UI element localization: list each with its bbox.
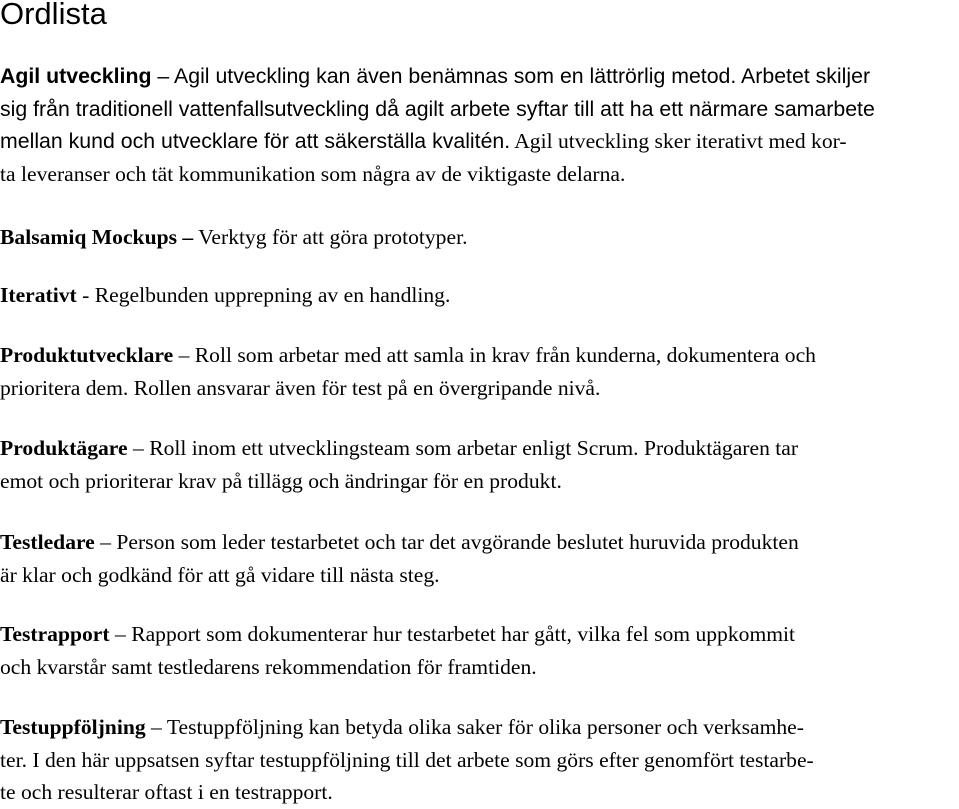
definition-text: prioritera dem. Rollen ansvarar även för test på en övergripande nivå. (0, 375, 601, 400)
glossary-term: Iterativt (0, 283, 77, 307)
definition-text: Roll inom ett utvecklingsteam som arbetar enligt Scrum. Produktägaren tar (149, 436, 799, 460)
glossary-entry-agil-utveckling (0, 60, 959, 190)
definition-text: mellan kund och utvecklare för att säkerställa kvalitén. (0, 129, 511, 153)
glossary-term: Balsamiq Mockups (0, 225, 177, 249)
definition-text: Regelbunden upprepning av en handling. (94, 283, 451, 307)
term-dash: – (178, 343, 190, 367)
glossary-term: Testledare (0, 530, 95, 554)
definition-text: Testuppföljning kan betyda olika saker för olika personer och verksamhe- (166, 715, 804, 739)
glossary-entry-iterativt (0, 279, 959, 312)
definition-text: Rapport som dokumenterar hur testarbetet har gått, vilka fel som uppkommit (131, 622, 796, 646)
definition-text: sig från traditionell vattenfallsutveckling då agilt arbete syftar till att ha ett närmare samarbete (0, 96, 875, 121)
entry-line (0, 711, 959, 744)
definition-text: Agil utveckling kan även benämnas som en lättrörlig metod. Arbetet skiljer (174, 64, 871, 88)
term-dash: – (157, 64, 170, 88)
glossary-entry-produktagare (0, 432, 959, 497)
definition-text: och kvarstår samt testledarens rekommendation för framtiden. (0, 654, 537, 679)
glossary-term: Produktägare (0, 436, 128, 460)
definition-text: Agil utveckling sker iterativt med kor- (514, 129, 847, 153)
term-dash: - (82, 283, 90, 307)
definition-text: emot och prioriterar krav på tillägg och ändringar för en produkt. (0, 468, 562, 493)
glossary-entry-produktutvecklare (0, 339, 959, 404)
definition-text: ta leveranser och tät kommunikation som några av de viktigaste delarna. (0, 161, 626, 186)
glossary-term: Produktutvecklare (0, 343, 174, 367)
definition-text: Roll som arbetar med att samla in krav från kunderna, dokumentera och (194, 343, 816, 367)
entry-line (0, 526, 959, 559)
glossary-entry-testledare (0, 526, 959, 591)
glossary-entry-testuppfoljning (0, 711, 959, 809)
term-dash: – (182, 225, 194, 249)
page-title: Ordlista (0, 0, 107, 31)
definition-text: Person som leder testarbetet och tar det avgörande beslutet huruvida produkten (116, 530, 799, 554)
glossary-term: Testrapport (0, 622, 110, 646)
glossary-term: Testuppföljning (0, 715, 146, 739)
term-dash: – (132, 436, 144, 460)
glossary-term: Agil utveckling (0, 64, 152, 88)
definition-text: Verktyg för att göra prototyper. (198, 225, 468, 249)
entry-line (0, 221, 959, 254)
entry-line (0, 339, 959, 372)
entry-line (0, 432, 959, 465)
definition-text: te och resulterar oftast i en testrapport. (0, 780, 333, 804)
entry-line (0, 60, 959, 93)
entry-line (0, 279, 959, 312)
definition-text: ter. I den här uppsatsen syftar testuppföljning till det arbete som görs efter genomfört testarbe- (0, 747, 814, 772)
term-dash: – (151, 715, 162, 739)
entry-line (0, 618, 959, 651)
term-dash: – (114, 622, 126, 646)
glossary-entry-balsamiq-mockups (0, 221, 959, 254)
glossary-entry-testrapport (0, 618, 959, 683)
term-dash: – (100, 530, 111, 554)
definition-text: är klar och godkänd för att gå vidare till nästa steg. (0, 562, 440, 587)
entry-line (0, 125, 959, 158)
